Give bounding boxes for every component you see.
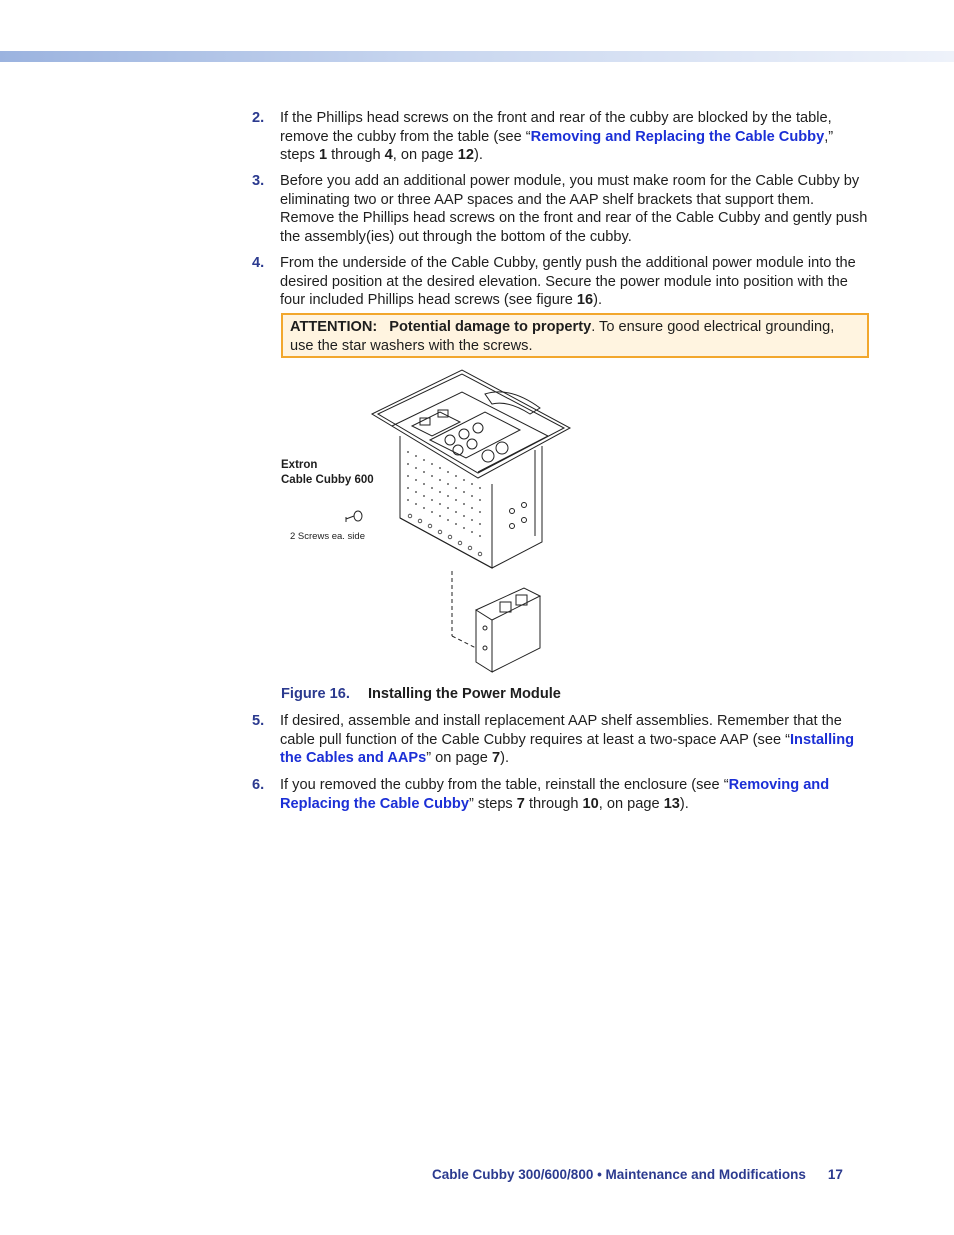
attention-box xyxy=(281,313,869,358)
figure-caption xyxy=(281,685,561,703)
header-bar xyxy=(0,51,954,62)
figure-title: Installing the Power Module xyxy=(367,686,561,702)
step-number: 3. xyxy=(252,173,265,189)
text-run: ,” steps xyxy=(280,128,834,163)
text-run: If desired, assemble and install replacement AAP shelf assemblies. Remember that the cable pull function of the Cable Cubby requires at least a two-space AAP (see “ xyxy=(280,713,842,748)
label-line: Cable Cubby 600 xyxy=(281,474,374,486)
step-ref: 4 xyxy=(384,147,393,163)
step-number: 5. xyxy=(252,713,265,729)
link-removing-replacing[interactable]: Removing and Replacing the Cable Cubby xyxy=(530,128,825,145)
step-4 xyxy=(252,254,872,310)
text-run: From the underside of the Cable Cubby, gently push the additional power module into the desired position at the desired elevation. Secure the power module into position with the four included Phillips head screws (see figure xyxy=(280,255,856,308)
text-run: through xyxy=(524,795,583,812)
label-line: Extron xyxy=(281,459,318,471)
text-run: ). xyxy=(473,147,483,163)
link-removing-replacing[interactable]: Removing and Replacing the Cable Cubby xyxy=(280,777,830,812)
step-ref: 1 xyxy=(318,147,328,163)
step-text xyxy=(280,254,872,310)
text-run: ” steps xyxy=(468,795,517,812)
footer-title: Cable Cubby 300/600/800 • Maintenance and Modifications xyxy=(432,1167,806,1182)
figure-number: Figure 16. xyxy=(281,686,350,702)
step-text xyxy=(280,776,872,813)
text-run: , on page xyxy=(392,147,458,163)
attention-heading: Potential damage to property xyxy=(389,319,592,335)
page-footer xyxy=(432,1167,843,1182)
step-2 xyxy=(252,109,872,165)
step-text xyxy=(280,109,872,165)
text-run: ” on page xyxy=(426,750,492,766)
step-5 xyxy=(252,712,872,768)
text-run: If the Phillips head screws on the front and rear of the cubby are blocked by the table, remove the cubby from the table (see “ xyxy=(280,110,832,145)
text-run: ). xyxy=(593,292,603,308)
page-ref: 13 xyxy=(663,795,680,812)
page-number: 17 xyxy=(827,1167,843,1182)
figure-label-screws: 2 Screws ea. side xyxy=(290,531,365,542)
text-run: , on page xyxy=(598,795,664,812)
power-module-figure xyxy=(280,366,600,678)
text-run: ). xyxy=(679,795,689,812)
step-6 xyxy=(252,776,872,813)
step-text: Before you add an additional power module, you must make room for the Cable Cubby by eliminating two or three AAP spaces and the AAP shelf brackets that support them. Remove the Phillips head screws on the front and rear of the Cable Cubby and gently push the assembly(ies) out through the bottom of the cubby. xyxy=(280,173,868,245)
attention-text: . To ensure good electrical grounding, use the star washers with the screws. xyxy=(290,319,835,354)
step-number: 6. xyxy=(252,777,265,793)
figure-ref: 16 xyxy=(576,292,594,308)
text-run: If you removed the cubby from the table, reinstall the enclosure (see “ xyxy=(280,777,729,793)
step-number: 4. xyxy=(252,255,265,271)
step-3 xyxy=(252,172,872,246)
step-number: 2. xyxy=(252,110,265,126)
step-ref: 10 xyxy=(582,795,599,812)
page-ref: 12 xyxy=(457,147,474,163)
text-run: through xyxy=(327,147,385,163)
step-text xyxy=(280,712,872,768)
link-installing-cables[interactable]: Installing the Cables and AAPs xyxy=(280,731,855,766)
step-ref: 7 xyxy=(516,795,525,812)
page-ref: 7 xyxy=(491,750,501,766)
text-run: ). xyxy=(500,750,510,766)
attention-label: ATTENTION: xyxy=(290,319,378,335)
figure-label-product xyxy=(281,458,374,488)
